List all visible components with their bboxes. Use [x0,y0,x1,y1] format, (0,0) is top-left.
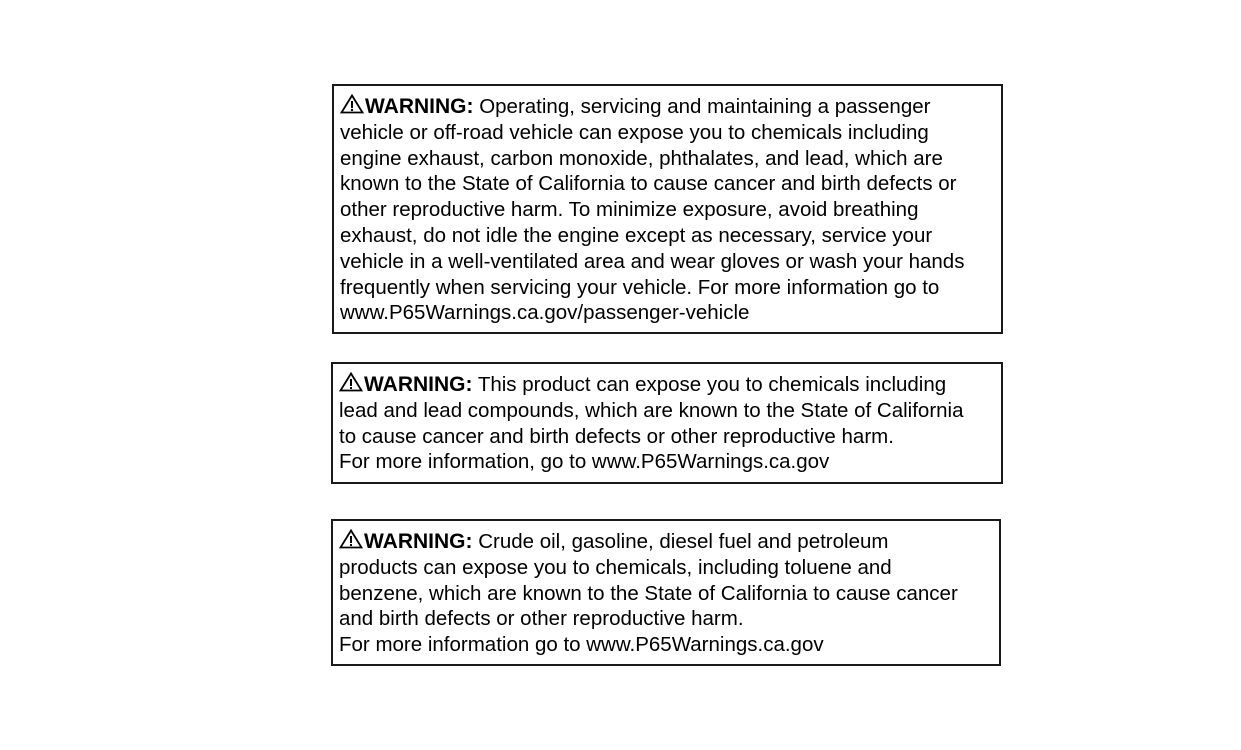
warning-text: other reproductive harm. To minimize exposure, avoid breathing [340,198,919,222]
warning-triangle-icon [340,94,364,114]
warning-heading: WARNING: [364,530,473,553]
warning-heading-line [340,94,995,120]
warning-url: For more information go to www.P65Warnings.ca.gov [339,633,824,657]
warning-box-passenger-vehicle [332,84,1003,334]
warning-text: frequently when servicing your vehicle. For more information go to [340,275,940,299]
warning-url: www.P65Warnings.ca.gov/passenger-vehicle [340,301,750,325]
warning-heading-line [339,529,993,555]
warning-text: vehicle or off-road vehicle can expose you to chemicals including [340,120,929,144]
warning-text: engine exhaust, carbon monoxide, phthalates, and lead, which are [340,146,943,170]
warning-text: and birth defects or other reproductive harm. [339,607,744,631]
warning-text: Crude oil, gasoline, diesel fuel and petroleum [472,530,889,553]
warning-url: For more information, go to www.P65Warnings.ca.gov [339,450,830,474]
warning-text: lead and lead compounds, which are known to the State of California [339,398,964,422]
warning-text: benzene, which are known to the State of California to cause cancer [339,581,958,605]
warning-text: Operating, servicing and maintaining a passenger [473,95,931,118]
warning-text: This product can expose you to chemicals including [472,373,947,396]
warning-triangle-icon [339,529,363,549]
warning-heading-line [339,372,995,398]
warning-text: exhaust, do not idle the engine except as necessary, service your [340,223,933,247]
warning-heading: WARNING: [364,373,473,396]
warning-box-lead [331,362,1003,484]
warning-text: products can expose you to chemicals, including toluene and [339,555,892,579]
warning-text: to cause cancer and birth defects or other reproductive harm. [339,424,894,448]
warning-text: vehicle in a well-ventilated area and wear gloves or wash your hands [340,249,965,273]
warning-box-petroleum [331,519,1001,666]
warning-text: known to the State of California to cause cancer and birth defects or [340,172,957,196]
warning-heading: WARNING: [365,95,474,118]
warning-triangle-icon [339,372,363,392]
